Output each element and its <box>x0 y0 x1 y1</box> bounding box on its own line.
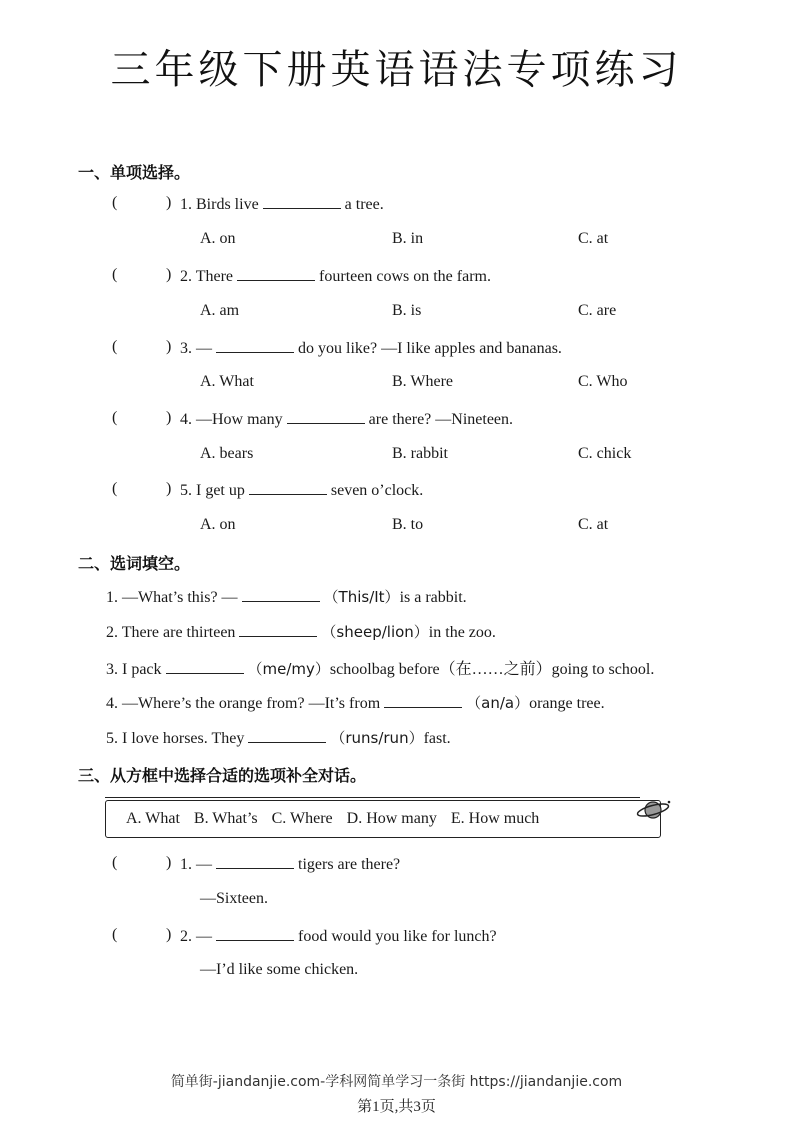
question-text: There <box>195 268 234 285</box>
question-text: Birds live <box>196 196 259 213</box>
answer-paren-open: ( <box>112 338 118 355</box>
option-b: B. rabbit <box>392 445 448 462</box>
answer-blank[interactable] <box>239 622 317 637</box>
fill-text: 5. I love horses. They <box>106 730 245 747</box>
question-number: 4. <box>180 411 192 428</box>
question-text: fourteen cows on the farm. <box>319 268 491 285</box>
option-b: B. to <box>392 516 424 533</box>
answer-paren-close: ) <box>166 338 172 355</box>
word-hint: （an/a） <box>466 694 530 712</box>
fill-text: in the zoo. <box>428 624 496 641</box>
fill-item-4 <box>106 692 605 713</box>
answer-blank[interactable] <box>216 926 294 941</box>
question-text: — <box>196 928 212 945</box>
answer-paren-close: ) <box>166 266 172 283</box>
option-c: C. at <box>578 230 609 247</box>
answer-blank[interactable] <box>287 409 365 424</box>
question-number: 5. <box>180 482 192 499</box>
question-text: food would you like for lunch? <box>298 928 497 945</box>
choice-list <box>126 810 553 828</box>
question-text: — <box>196 340 212 357</box>
word-hint: （sheep/lion） <box>321 623 429 641</box>
fill-text: orange tree. <box>529 695 605 712</box>
answer-paren-close: ) <box>166 926 172 943</box>
section-heading-1: 一、单项选择。 <box>78 163 191 182</box>
fill-item-5 <box>106 727 451 748</box>
question-number: 2. <box>180 268 192 285</box>
option-c: C. are <box>578 302 617 319</box>
fill-text: fast. <box>423 730 451 747</box>
choice-b: B. What’s <box>193 810 258 827</box>
answer-blank[interactable] <box>216 338 294 353</box>
question-5-stem <box>180 480 423 500</box>
word-hint: （This/It） <box>323 588 400 606</box>
page-title: 三年级下册英语语法专项练习 <box>110 47 683 93</box>
page-number: 第1页,共3页 <box>357 1099 436 1115</box>
option-a: A. on <box>200 230 236 247</box>
option-c: C. at <box>578 516 609 533</box>
answer-paren-open: ( <box>112 194 118 211</box>
answer-paren-close: ) <box>166 480 172 497</box>
fill-text: 3. I pack <box>106 661 162 678</box>
fill-text: 4. —Where’s the orange from? —It’s from <box>106 695 381 712</box>
answer-blank[interactable] <box>249 480 327 495</box>
answer-blank[interactable] <box>242 587 320 602</box>
dialog-answer-2: —I’d like some chicken. <box>200 961 359 978</box>
answer-paren-close: ) <box>166 854 172 871</box>
question-text: —How many <box>196 411 283 428</box>
answer-paren-open: ( <box>112 926 118 943</box>
fill-item-2 <box>106 621 496 642</box>
section-heading-3: 三、从方框中选择合适的选项补全对话。 <box>78 766 367 785</box>
question-number: 1. <box>180 856 192 873</box>
planet-icon <box>636 796 672 829</box>
question-number: 1. <box>180 196 192 213</box>
question-text: are there? —Nineteen. <box>368 411 514 428</box>
answer-paren-close: ) <box>166 409 172 426</box>
option-a: A. What <box>200 373 254 390</box>
question-4-stem <box>180 409 513 429</box>
option-b: B. Where <box>392 373 454 390</box>
choice-c: C. Where <box>271 810 333 827</box>
option-b: B. in <box>392 230 424 247</box>
option-b: B. is <box>392 302 422 319</box>
question-text: do you like? —I like apples and bananas. <box>298 340 562 357</box>
answer-paren-close: ) <box>166 194 172 211</box>
answer-paren-open: ( <box>112 409 118 426</box>
dialog-question-2 <box>180 926 497 946</box>
choice-e: E. How much <box>450 810 540 827</box>
answer-blank[interactable] <box>384 693 462 708</box>
answer-blank[interactable] <box>237 266 315 281</box>
question-text: tigers are there? <box>298 856 401 873</box>
question-text: I get up <box>196 482 245 499</box>
option-a: A. on <box>200 516 236 533</box>
choice-d: D. How many <box>346 810 437 827</box>
answer-blank[interactable] <box>248 728 326 743</box>
question-text: seven o’clock. <box>330 482 424 499</box>
fill-text: schoolbag before（在……之前）going to school. <box>329 661 655 678</box>
question-2-stem <box>180 266 491 286</box>
word-hint: （me/my） <box>247 660 330 678</box>
question-text: a tree. <box>344 196 384 213</box>
answer-paren-open: ( <box>112 480 118 497</box>
question-3-stem <box>180 338 562 358</box>
fill-item-3 <box>106 656 654 679</box>
option-a: A. am <box>200 302 240 319</box>
dialog-answer-1: —Sixteen. <box>200 890 268 907</box>
answer-blank[interactable] <box>263 194 341 209</box>
fill-text: 2. There are thirteen <box>106 624 236 641</box>
fill-text: 1. —What’s this? — <box>106 589 238 606</box>
fill-item-1 <box>106 586 467 607</box>
answer-paren-open: ( <box>112 266 118 283</box>
dialog-question-1 <box>180 854 400 874</box>
option-c: C. chick <box>578 445 632 462</box>
question-text: — <box>196 856 212 873</box>
question-number: 3. <box>180 340 192 357</box>
fill-text: is a rabbit. <box>399 589 467 606</box>
answer-blank[interactable] <box>216 854 294 869</box>
footer-source-link[interactable]: 简单街-jiandanjie.com-学科网简单学习一条街 https://jiandanjie.com <box>170 1074 623 1090</box>
answer-paren-open: ( <box>112 854 118 871</box>
choice-a: A. What <box>126 810 180 827</box>
word-hint: （runs/run） <box>330 729 424 747</box>
answer-blank[interactable] <box>166 659 244 674</box>
choice-box-rule <box>105 797 640 798</box>
question-1-stem <box>180 194 384 214</box>
option-c: C. Who <box>578 373 628 390</box>
option-a: A. bears <box>200 445 254 462</box>
question-number: 2. <box>180 928 192 945</box>
section-heading-2: 二、选词填空。 <box>78 554 191 573</box>
